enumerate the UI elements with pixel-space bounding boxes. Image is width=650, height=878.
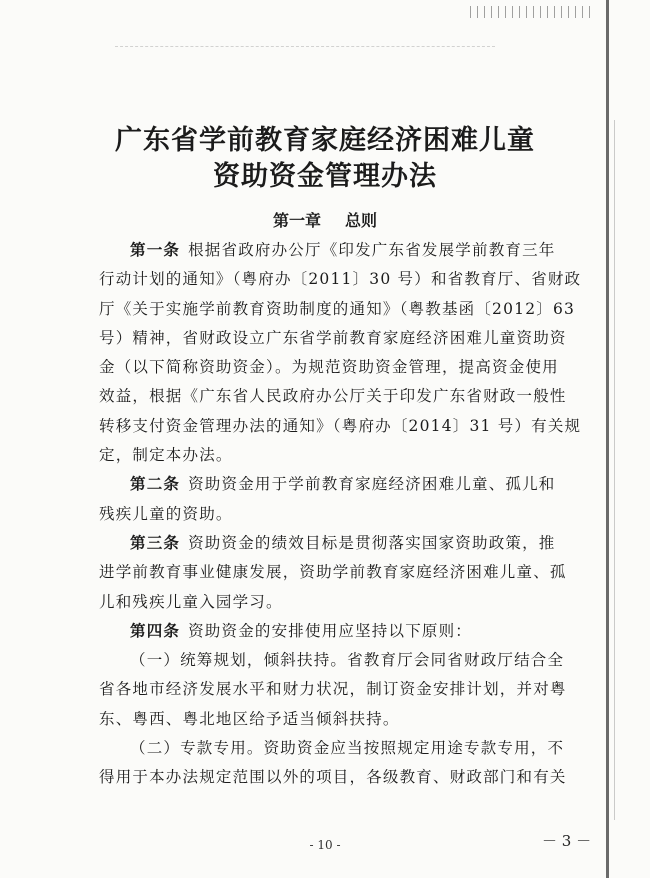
item-line: 得用于本办法规定范围以外的项目，各级教育、财政部门和有关 xyxy=(99,768,567,787)
document-title-line1: 广东省学前教育家庭经济困难儿童 xyxy=(115,125,535,156)
chapter-name: 总则 xyxy=(345,211,378,230)
article-line: 进学前教育事业健康发展，资助学前教育家庭经济困难儿童、孤 xyxy=(99,563,567,582)
item-line: 东、粤西、粤北地区给予适当倾斜扶持。 xyxy=(99,709,400,728)
article-line: 转移支付资金管理办法的通知》（粤府办〔2014〕31 号）有关规 xyxy=(99,416,582,435)
article-line: 儿和残疾儿童入园学习。 xyxy=(99,592,283,611)
article-line: 第一条 根据省政府办公厅《印发广东省发展学前教育三年 xyxy=(130,241,556,259)
article-line: 效益，根据《广东省人民政府办公厅关于印发广东省财政一般性 xyxy=(99,387,567,406)
page-number-right: － 3 － xyxy=(542,832,592,850)
principle-item-1 xyxy=(99,646,609,734)
page-number-center: - 10 - xyxy=(309,838,341,852)
article-4 xyxy=(99,617,609,646)
scan-dashed-line xyxy=(115,46,495,47)
article-2 xyxy=(99,470,609,529)
document-title-line2: 资助资金管理办法 xyxy=(213,161,437,192)
article-label: 第二条 xyxy=(130,475,181,494)
item-line: （一）统筹规划，倾斜扶持。省教育厅会同省财政厅结合全 xyxy=(130,651,565,670)
article-line: 第三条 资助资金的绩效目标是贯彻落实国家资助政策，推 xyxy=(130,533,556,552)
document-body xyxy=(99,236,609,793)
article-label: 第四条 xyxy=(130,621,181,640)
article-line: 第二条 资助资金用于学前教育家庭经济困难儿童、孤儿和 xyxy=(130,475,556,494)
item-line: （二）专款专用。资助资金应当按照规定用途专款专用，不 xyxy=(130,739,565,758)
principle-item-2 xyxy=(99,734,609,793)
article-line: 号）精神，省财政设立广东省学前教育家庭经济困难儿童资助资 xyxy=(99,328,567,347)
article-3 xyxy=(99,529,609,617)
article-line: 第四条 资助资金的安排使用应坚持以下原则： xyxy=(130,621,473,640)
article-line: 厅《关于实施学前教育资助制度的通知》（粤教基函〔2012〕63 xyxy=(99,299,576,318)
chapter-number: 第一章 xyxy=(272,211,321,230)
article-line: 行动计划的通知》（粤府办〔2011〕30 号）和省教育厅、省财政 xyxy=(99,270,582,289)
article-line: 残疾儿童的资助。 xyxy=(99,504,233,523)
article-line: 金（以下简称资助资金）。为规范资助资金管理，提高资金使用 xyxy=(99,358,559,377)
item-line: 省各地市经济发展水平和财力状况，制订资金安排计划，并对粤 xyxy=(99,680,567,699)
chapter-heading xyxy=(0,208,650,231)
scan-ruler-marks xyxy=(470,6,590,18)
article-line: 定，制定本办法。 xyxy=(99,446,233,465)
article-label: 第三条 xyxy=(130,533,181,552)
article-1 xyxy=(99,236,609,470)
article-label: 第一条 xyxy=(130,241,181,259)
